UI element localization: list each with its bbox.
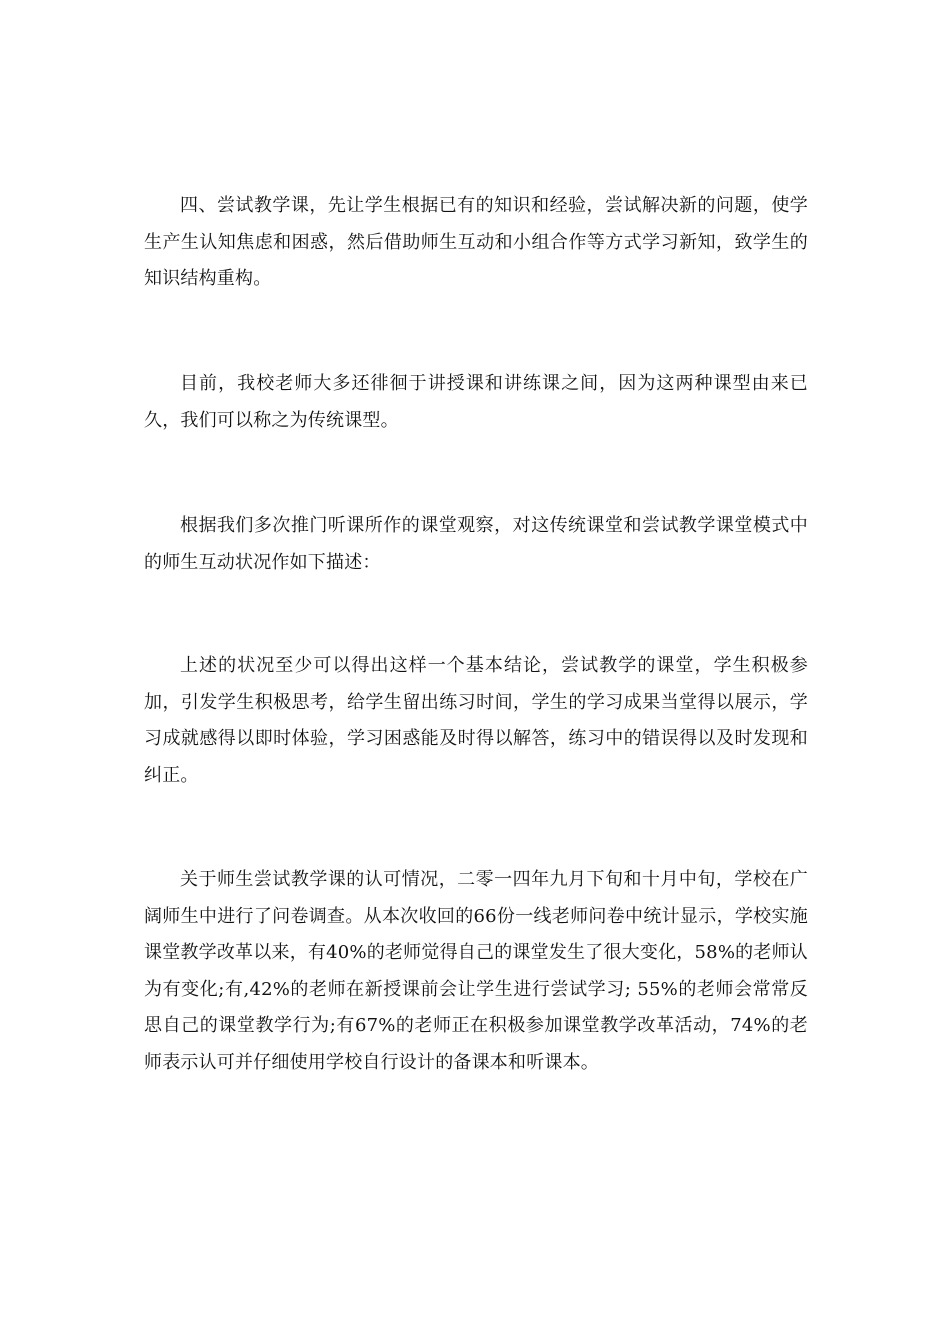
paragraph-conclusion: 上述的状况至少可以得出这样一个基本结论，尝试教学的课堂，学生积极参加，引发学生积极思考，给学生留出练习时间，学生的学习成果当堂得以展示，学习成就感得以即时体验，学习困惑能及时得以解答，练习中的错误得以及时发现和纠正。 xyxy=(144,655,808,786)
paragraph-trial-teaching: 四、尝试教学课，先让学生根据已有的知识和经验，尝试解决新的问题，使学生产生认知焦虑和困惑，然后借助师生互动和小组合作等方式学习新知，致学生的知识结构重构。 xyxy=(144,195,808,289)
paragraph-classroom-observation: 根据我们多次推门听课所作的课堂观察，对这传统课堂和尝试教学课堂模式中的师生互动状况作如下描述： xyxy=(144,515,808,573)
paragraph-survey-results: 关于师生尝试教学课的认可情况，二零一四年九月下旬和十月中旬，学校在广阔师生中进行了问卷调查。从本次收回的66份一线老师问卷中统计显示，学校实施课堂教学改革以来，有40%的老师觉得自己的课堂发生了很大变化，58%的老师认为有变化;有,42%的老师在新授课前会让学生进行尝试学习; 55%的老师会常常反思自己的课堂教学行为;有67%的老师正在积极参加课堂教学改革活动，74%的老师表示认可并仔细使用学校自行设计的备课本和听课本。 xyxy=(144,869,808,1073)
paragraph-traditional-lessons: 目前，我校老师大多还徘徊于讲授课和讲练课之间，因为这两种课型由来已久，我们可以称之为传统课型。 xyxy=(144,373,808,431)
